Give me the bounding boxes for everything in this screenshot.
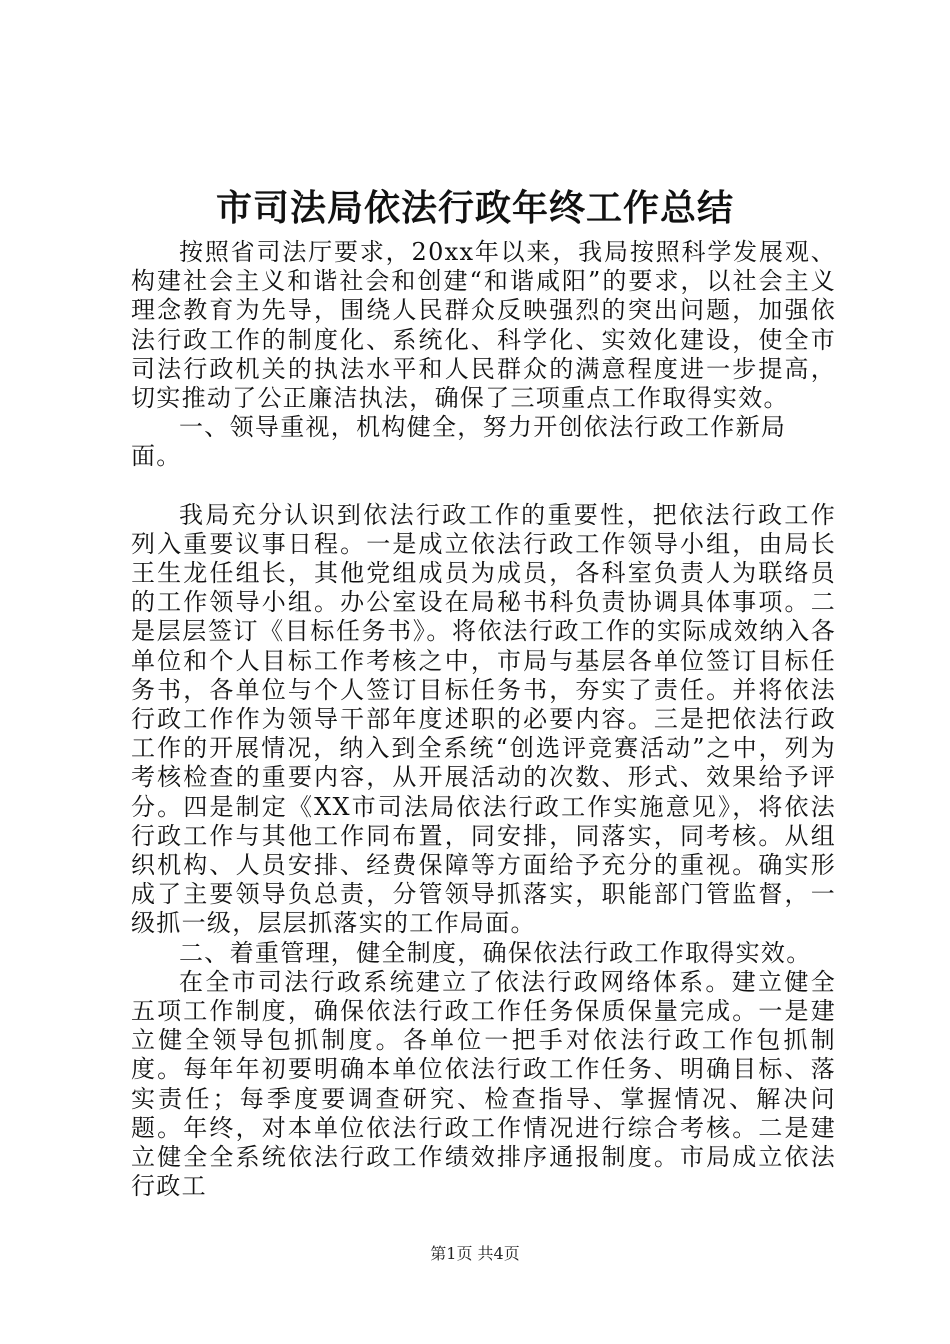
page-number-footer: 第1页 共4页 <box>430 1244 520 1263</box>
section-heading-2: 二、着重管理，健全制度，确保依法行政工作取得实效。 <box>179 938 812 967</box>
document-body <box>131 238 836 1202</box>
section-heading-1: 一、领导重视，机构健全，努力开创依法行政工作新局面。 <box>131 413 787 471</box>
paragraph-section-2: 在全市司法行政系统建立了依法行政网络体系。建立健全五项工作制度，确保依法行政工作任务保质保量完成。一是建立健全领导包抓制度。各单位一把手对依法行政工作包抓制度。每年年初要明确本单位依法行政工作任务、明确目标、落实责任；每季度要调查研究、检查指导、掌握情况、解决问题。年终，对本单位依法行政工作情况进行综合考核。二是建立健全全系统依法行政工作绩效排序通报制度。市局成立依法行政工 <box>131 967 836 1201</box>
paragraph-section-1: 我局充分认识到依法行政工作的重要性，把依法行政工作列入重要议事日程。一是成立依法行政工作领导小组，由局长王生龙任组长，其他党组成员为成员，各科室负责人为联络员的工作领导小组。办公室设在局秘书科负责协调具体事项。二是层层签订《目标任务书》。将依法行政工作的实际成效纳入各单位和个人目标工作考核之中，市局与基层各单位签订目标任务书，各单位与个人签订目标任务书，夯实了责任。并将依法行政工作作为领导干部年度述职的必要内容。三是把依法行政工作的开展情况，纳入到全系统“创选评竞赛活动”之中，列为考核检查的重要内容，从开展活动的次数、形式、效果给予评分。四是制定《XX市司法局依法行政工作实施意见》，将依法行政工作与其他工作同布置，同安排，同落实，同考核。从组织机构、人员安排、经费保障等方面给予充分的重视。确实形成了主要领导负总责，分管领导抓落实，职能部门管监督，一级抓一级，层层抓落实的工作局面。 <box>131 500 836 938</box>
document-title: 市司法局依法行政年终工作总结 <box>215 187 734 229</box>
paragraph-intro: 按照省司法厅要求，20xx年以来，我局按照科学发展观、构建社会主义和谐社会和创建“和谐咸阳”的要求，以社会主义理念教育为先导，围绕人民群众反映强烈的突出问题，加强依法行政工作的制度化、系统化、科学化、实效化建设，使全市司法行政机关的执法水平和人民群众的满意程度进一步提高，切实推动了公正廉洁执法，确保了三项重点工作取得实效。 <box>131 238 836 413</box>
